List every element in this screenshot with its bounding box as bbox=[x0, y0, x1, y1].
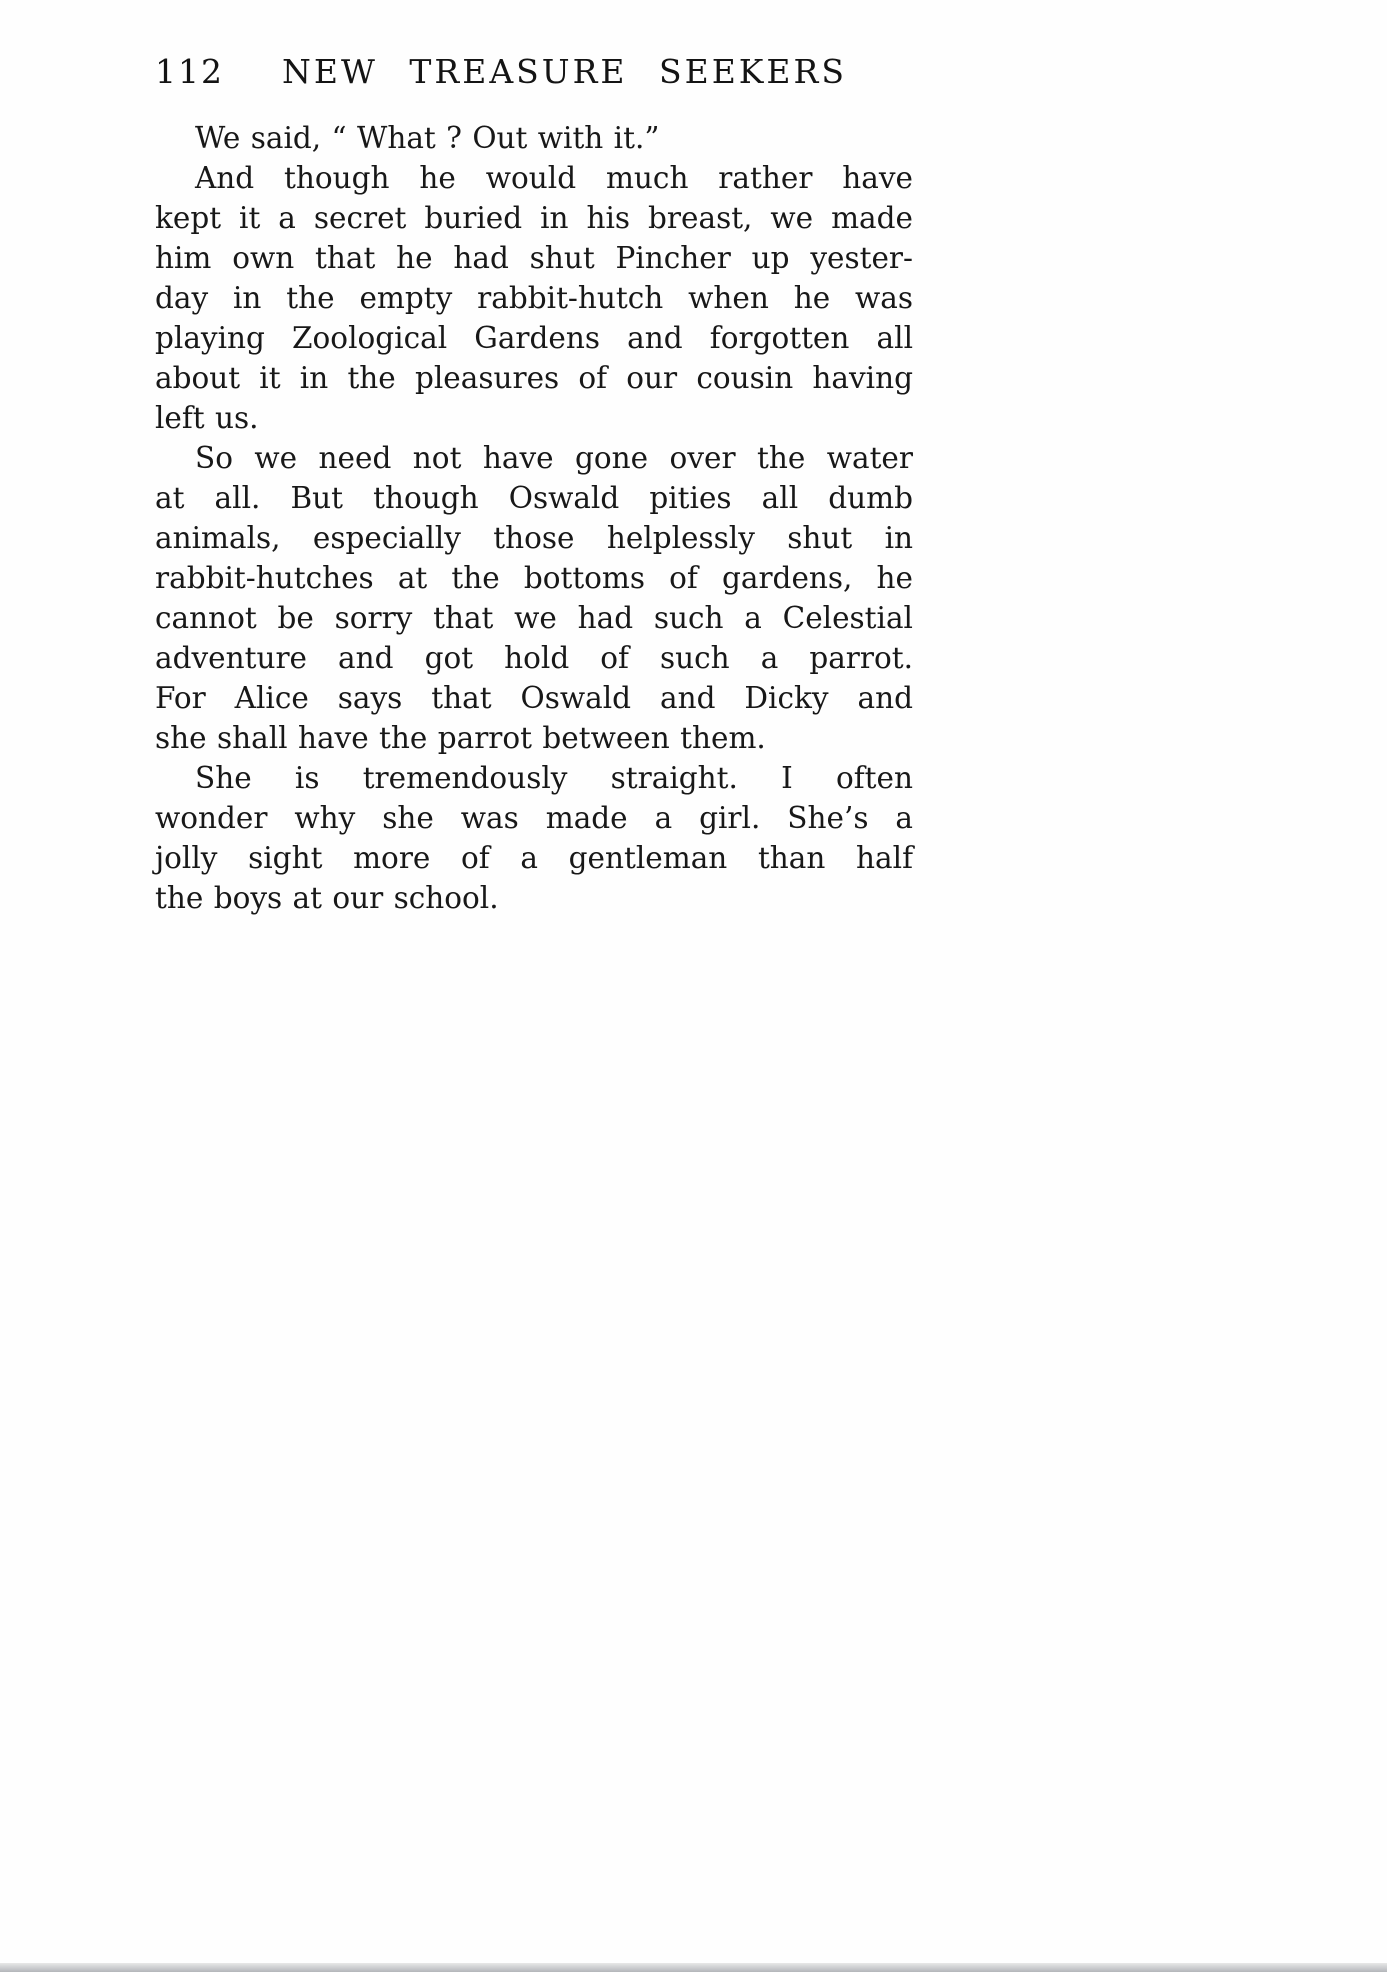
scan-bottom-edge bbox=[0, 1963, 1387, 1972]
text-line: left us. bbox=[155, 401, 259, 435]
running-title: NEW TREASURE SEEKERS bbox=[282, 52, 847, 91]
text-line: playing Zoological Gardens and forgotten all bbox=[155, 321, 913, 355]
text-line: day in the empty rabbit-hutch when he was bbox=[155, 281, 913, 315]
page-header bbox=[155, 52, 915, 91]
text-line: him own that he had shut Pincher up yester- bbox=[155, 241, 913, 275]
text-line: rabbit-hutches at the bottoms of gardens, he bbox=[155, 561, 913, 595]
page-number: 112 bbox=[155, 52, 224, 91]
text-line: adventure and got hold of such a parrot. bbox=[155, 641, 913, 675]
text-line: animals, especially those helplessly shut in bbox=[155, 521, 913, 555]
paragraph bbox=[155, 438, 913, 758]
text-line: So we need not have gone over the water bbox=[195, 441, 913, 475]
text-line: jolly sight more of a gentleman than half bbox=[155, 841, 913, 875]
text-line: We said, “ What ? Out with it.” bbox=[195, 121, 660, 155]
text-line: wonder why she was made a girl. She’s a bbox=[155, 801, 913, 835]
text-block bbox=[155, 118, 913, 918]
text-line: kept it a secret buried in his breast, we made bbox=[155, 201, 913, 235]
paragraph bbox=[155, 758, 913, 918]
text-line: For Alice says that Oswald and Dicky and bbox=[155, 681, 913, 715]
paragraph bbox=[155, 158, 913, 438]
text-line: She is tremendously straight. I often bbox=[195, 761, 913, 795]
paragraph bbox=[155, 118, 913, 158]
text-line: the boys at our school. bbox=[155, 881, 499, 915]
text-line: cannot be sorry that we had such a Celestial bbox=[155, 601, 913, 635]
text-line: at all. But though Oswald pities all dumb bbox=[155, 481, 913, 515]
text-line: she shall have the parrot between them. bbox=[155, 721, 766, 755]
text-line: And though he would much rather have bbox=[195, 161, 913, 195]
text-line: about it in the pleasures of our cousin having bbox=[155, 361, 913, 395]
